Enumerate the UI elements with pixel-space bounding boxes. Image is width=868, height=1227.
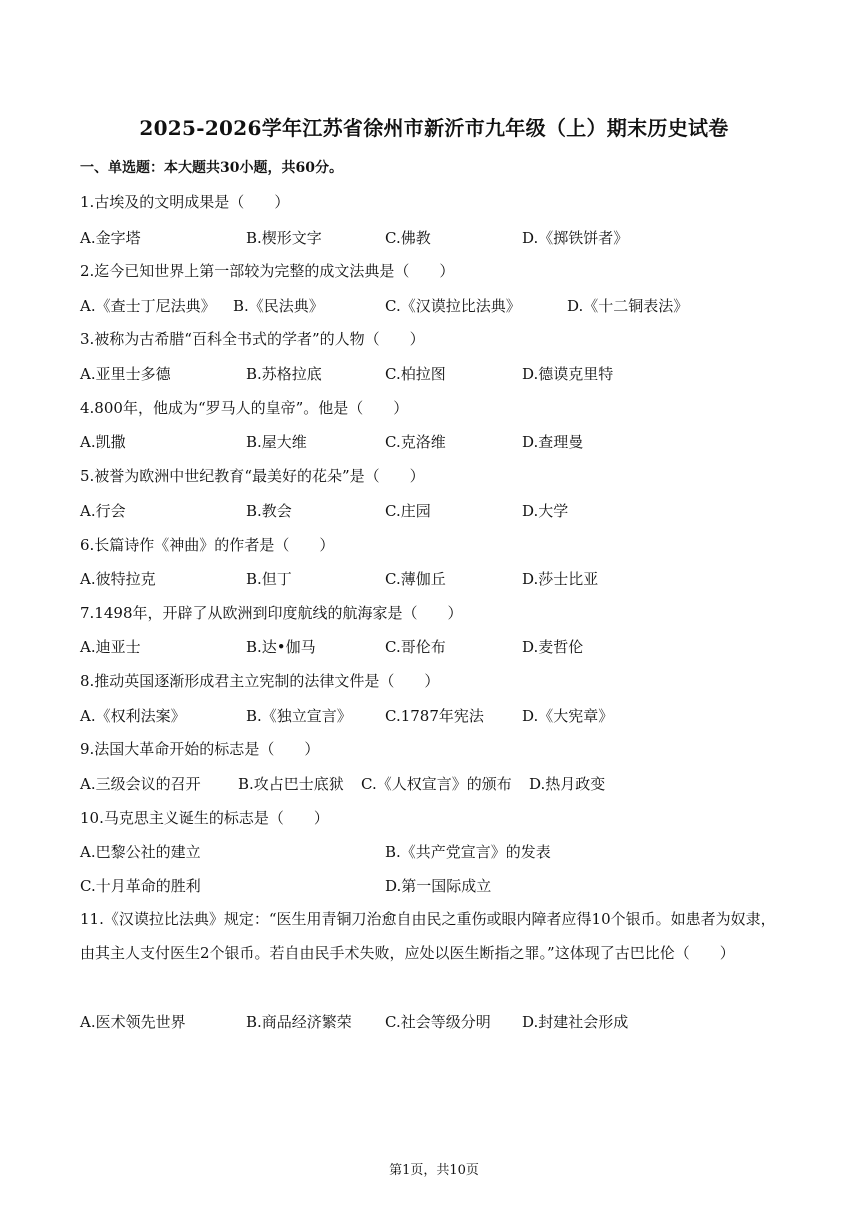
option: D.查理曼: [522, 433, 584, 451]
option: C.哥伦布: [385, 638, 446, 656]
question-stem: 6.长篇诗作《神曲》的作者是（ ）: [80, 536, 335, 554]
option: A.《查士丁尼法典》: [80, 297, 216, 315]
option: B.《民法典》: [233, 297, 324, 315]
option: B.楔形文字: [246, 229, 322, 247]
option: A.亚里士多德: [80, 365, 171, 383]
option: D.莎士比亚: [522, 570, 599, 588]
option: D.热月政变: [529, 775, 606, 793]
question-stem: 5.被誉为欧洲中世纪教育“最美好的花朵”是（ ）: [80, 467, 425, 485]
option: B.苏格拉底: [246, 365, 322, 383]
option: C.佛教: [385, 229, 431, 247]
option: A.凯撒: [80, 433, 126, 451]
option: C.十月革命的胜利: [80, 877, 201, 895]
option: B.攻占巴士底狱: [238, 775, 344, 793]
option: B.屋大维: [246, 433, 307, 451]
option: D.麦哲伦: [522, 638, 584, 656]
question-stem: 10.马克思主义诞生的标志是（ ）: [80, 809, 329, 827]
option: C.柏拉图: [385, 365, 446, 383]
question-stem: 4.800年，他成为“罗马人的皇帝”。他是（ ）: [80, 399, 409, 417]
option: B.达•伽马: [246, 638, 316, 656]
option: B.教会: [246, 502, 292, 520]
option: B.商品经济繁荣: [246, 1013, 352, 1031]
question-stem: 7.1498年，开辟了从欧洲到印度航线的航海家是（ ）: [80, 604, 463, 622]
option: D.第一国际成立: [385, 877, 492, 895]
question-stem: 11.《汉谟拉比法典》规定：“医生用青铜刀治愈自由民之重伤或眼内障者应得10个银币。如患者为奴隶，由其主人支付医生2个银币。若自由民手术失败，应处以医生断指之罪。”这体现了古巴比伦（ ）: [80, 910, 776, 962]
option: C.克洛维: [385, 433, 446, 451]
option: A.巴黎公社的建立: [80, 843, 201, 861]
option: D.大学: [522, 502, 569, 520]
option: B.但丁: [246, 570, 292, 588]
option: B.《独立宣言》: [246, 707, 352, 725]
option: D.封建社会形成: [522, 1013, 629, 1031]
option: D.《十二铜表法》: [567, 297, 689, 315]
option: C.庄园: [385, 502, 431, 520]
option: D.《大宪章》: [522, 707, 614, 725]
option: C.1787年宪法: [385, 707, 484, 725]
page-number: 第1页，共10页: [389, 1163, 479, 1178]
option: A.行会: [80, 502, 126, 520]
option: A.迪亚士: [80, 638, 141, 656]
question-stem: 3.被称为古希腊“百科全书式的学者”的人物（ ）: [80, 330, 425, 348]
question-stem: 1.古埃及的文明成果是（ ）: [80, 193, 290, 211]
option: D.《掷铁饼者》: [522, 229, 629, 247]
option: A.《权利法案》: [80, 707, 186, 725]
option: A.医术领先世界: [80, 1013, 186, 1031]
question-stem: 8.推动英国逐渐形成君主立宪制的法律文件是（ ）: [80, 672, 440, 690]
page-title: 2025-2026学年江苏省徐州市新沂市九年级（上）期末历史试卷: [139, 116, 729, 140]
option: D.德谟克里特: [522, 365, 614, 383]
option: A.彼特拉克: [80, 570, 156, 588]
option: A.三级会议的召开: [80, 775, 201, 793]
section-heading: 一、单选题：本大题共30小题，共60分。: [80, 160, 343, 176]
question-stem: 2.迄今已知世界上第一部较为完整的成文法典是（ ）: [80, 262, 455, 280]
question-stem: 9.法国大革命开始的标志是（ ）: [80, 740, 320, 758]
option: C.《人权宣言》的颁布: [361, 775, 512, 793]
option: C.薄伽丘: [385, 570, 446, 588]
option: A.金字塔: [80, 229, 141, 247]
option: C.社会等级分明: [385, 1013, 491, 1031]
option: C.《汉谟拉比法典》: [385, 297, 521, 315]
option: B.《共产党宣言》的发表: [385, 843, 551, 861]
